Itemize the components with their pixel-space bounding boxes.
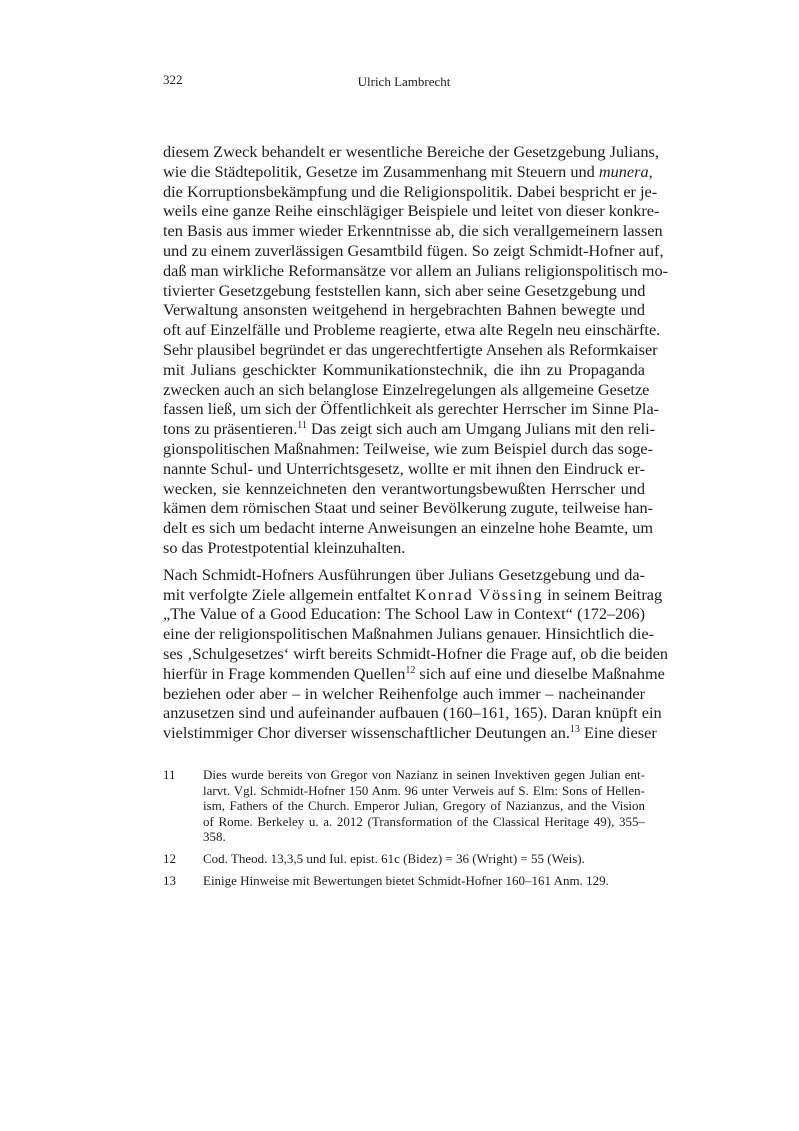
text-line: ses ‚Schulgesetzes‘ wirft bereits Schmidt-Hofner die Frage auf, ob die beiden [163,643,669,663]
body-text [163,142,669,743]
footnote-text [203,873,645,889]
text-line: fassen ließ, um sich der Öffentlichkeit als gerechter Herrscher im Sinne Pla- [163,399,660,419]
text-line: wecken, sie kennzeichneten den verantwortungsbewußten Herrscher und [163,478,645,498]
text-line: weils eine ganze Reihe einschlägiger Beispiele und leitet von dieser konkre- [163,201,660,221]
footnote-line: larvt. Vgl. Schmidt-Hofner 150 Anm. 96 unter Verweis auf S. Elm: Sons of Hellen- [203,782,645,798]
text-line: kämen dem römischen Staat und seiner Bevölkerung zugute, teilweise han- [163,498,654,518]
footnote-line: Cod. Theod. 13,3,5 und Iul. epist. 61c (Bidez) = 36 (Wright) = 55 (Weis). [203,850,585,866]
footnote-line: 358. [203,829,226,845]
text-line: mit verfolgte Ziele allgemein entfaltet Konrad Vössing in seinem Beitrag [163,584,663,604]
text-line: zwecken auch an sich belanglose Einzelregelungen als allgemeine Gesetze [163,379,650,399]
text-line: daß man wirkliche Reformansätze vor allem an Julians religionspolitisch mo- [163,260,669,280]
footnote-ref-13[interactable]: 13 [569,724,580,736]
footnotes [163,767,645,894]
text-line: tons zu präsentieren.$^{11}$ Das zeigt sich auch am Umgang Julians mit den reli- [163,419,656,439]
text-line: Nach Schmidt-Hofners Ausführungen über Julians Gesetzgebung und da- [163,564,645,584]
running-title: Ulrich Lambrecht [357,74,451,89]
footnote-text [203,767,645,845]
footnote-line: Dies wurde bereits von Gregor von Nazianz in seinen Invektiven gegen Julian ent- [203,767,645,782]
footnote-text [203,851,645,867]
text-line: diesem Zweck behandelt er wesentliche Bereiche der Gesetzgebung Julians, [163,142,659,161]
text-line: mit Julians geschickter Kommunikationstechnik, die ihn zu Propaganda [163,359,645,379]
text-line: und zu einem zuverlässigen Gesamtbild fügen. So zeigt Schmidt-Hofner auf, [163,240,664,260]
footnote-ref-12[interactable]: 12 [405,664,416,676]
text-line: nannte Schul- und Unterrichtsgesetz, wollte er mit ihnen den Eindruck er- [163,458,645,478]
text-line: vielstimmiger Chor diverser wissenschaftlicher Deutungen an.$^{13}$ Eine dieser [163,723,657,743]
footnote-line: Einige Hinweise mit Bewertungen bietet Schmidt-Hofner 160–161 Anm. 129. [203,872,609,888]
text-line: Sehr plausibel begründet er das ungerechtfertigte Ansehen als Reformkaiser [163,339,658,359]
footnote-number: 12 [163,850,176,866]
footnote-number: 11 [163,767,176,782]
text-line: oft auf Einzelfälle und Probleme reagierte, etwa alte Regeln neu einschärfte. [163,320,661,340]
text-line: Verwaltung ansonsten weitgehend in hergebrachten Bahnen bewegte und [163,300,645,320]
text-line: beziehen oder aber – in welcher Reihenfolge auch immer – nacheinander [163,683,645,703]
text-line: wie die Städtepolitik, Gesetze im Zusammenhang mit Steuern und munera, [163,161,653,181]
paragraph-1 [163,142,669,558]
page-number: 322 [163,72,183,87]
footnote-line: of Rome. Berkeley u. a. 2012 (Transformation of the Classical Heritage 49), 355– [203,813,645,829]
text-line: hierfür in Frage kommenden Quellen$^{12}$ sich auf eine und dieselbe Maßnahme [163,663,665,683]
footnote-ref-11[interactable]: 11 [297,420,307,432]
text-line: die Korruptionsbekämpfung und die Religionspolitik. Dabei bespricht er je- [163,181,658,201]
footnote-12 [163,851,645,867]
text-line: so das Protestpotential kleinzuhalten. [163,537,406,557]
text-line: anzusetzen sind und aufeinander aufbauen (160–161, 165). Daran knüpft ein [163,703,662,723]
text-line: tivierter Gesetzgebung feststellen kann, sich aber seine Gesetzgebung und [163,280,646,300]
paragraph-2 [163,564,669,743]
italic-term: munera [598,161,649,181]
text-line: gionspolitischen Maßnahmen: Teilweise, wie zum Beispiel durch das soge- [163,438,654,458]
text-line: delt es sich um bedacht interne Anweisungen an einzelne hohe Beamte, um [163,518,654,538]
footnote-number: 13 [163,872,176,888]
author-name: Konrad Vössing [414,584,544,604]
footnote-13 [163,873,645,889]
running-head [163,72,645,92]
text-line: „The Value of a Good Education: The School Law in Context“ (172–206) [163,604,645,624]
text-line: ten Basis aus immer wieder Erkenntnisse ab, die sich verallgemeinern lassen [163,221,663,241]
footnote-11 [163,767,645,845]
footnote-line: ism, Fathers of the Church. Emperor Julian, Gregory of Nazianzus, and the Vision [203,798,645,814]
text-line: eine der religionspolitischen Maßnahmen Julians genauer. Hinsichtlich die- [163,624,655,644]
